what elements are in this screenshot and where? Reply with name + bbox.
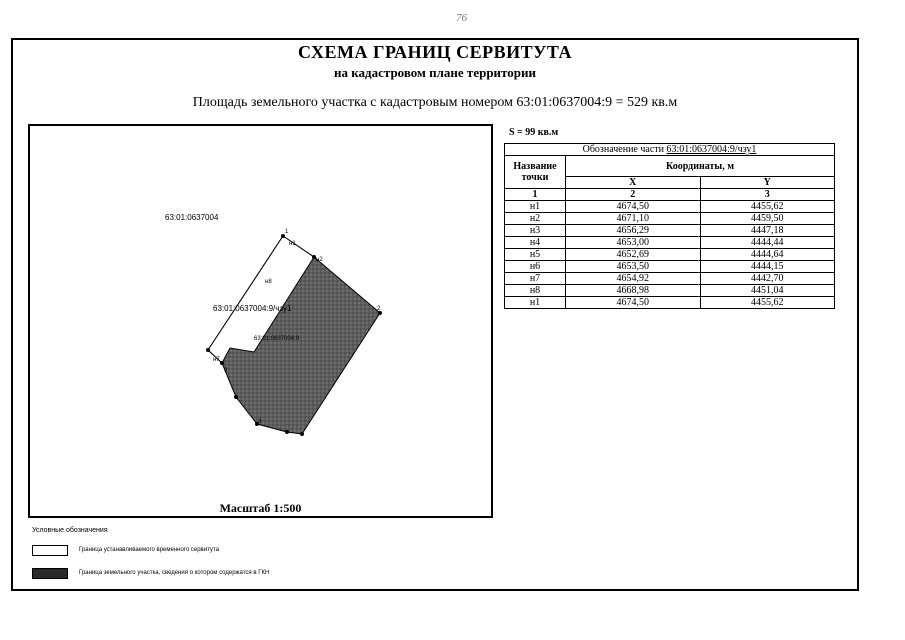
servitude-area: S = 99 кв.м xyxy=(509,127,559,138)
point-label-n7: н7 xyxy=(213,357,220,363)
header-point-name: Название точки xyxy=(505,156,566,189)
page-title: СХЕМА ГРАНИЦ СЕРВИТУТА xyxy=(297,42,572,62)
point-name: н1 xyxy=(505,201,566,213)
point-name: н1 xyxy=(505,297,566,309)
header-y: Y xyxy=(700,177,835,189)
header-row xyxy=(505,156,835,177)
coord-x: 4653,50 xyxy=(566,261,701,273)
table-row xyxy=(505,285,835,297)
legend-text-servitude: Граница устанавливаемого временного сервитута xyxy=(79,547,219,553)
part-prefix: Обозначение части xyxy=(582,144,664,155)
quarter-label: 63:01:0637004 xyxy=(165,213,219,222)
table-row xyxy=(505,273,835,285)
coord-y: 4447,18 xyxy=(700,225,835,237)
coord-y: 4444,44 xyxy=(700,237,835,249)
part-designation-row xyxy=(505,144,835,156)
index-row xyxy=(505,189,835,201)
cadastral-map xyxy=(28,124,493,518)
table-row xyxy=(505,237,835,249)
point-name: н5 xyxy=(505,249,566,261)
point-name: н2 xyxy=(505,213,566,225)
coord-y: 4442,70 xyxy=(700,273,835,285)
part-number: 63:01:0637004:9/чзу1 xyxy=(666,144,757,155)
coord-x: 4653,00 xyxy=(566,237,701,249)
point-label-n1: н1 xyxy=(289,241,296,247)
coord-x: 4652,69 xyxy=(566,249,701,261)
point-label-n2: н2 xyxy=(316,257,323,263)
coord-x: 4656,29 xyxy=(566,225,701,237)
part-label: 63:01:0637004:9/чзу1 xyxy=(213,304,292,313)
header-x: X xyxy=(566,177,701,189)
map-drawing xyxy=(30,126,491,516)
legend-text-parcel: Граница земельного участка, сведения о котором содержатся в ГКН xyxy=(79,570,270,576)
point-name: н7 xyxy=(505,273,566,285)
coord-y: 4444,64 xyxy=(700,249,835,261)
table-row xyxy=(505,261,835,273)
map-scale: Масштаб 1:500 xyxy=(219,501,302,515)
legend-swatch-parcel xyxy=(32,568,68,579)
table-row xyxy=(505,201,835,213)
header-coordinates: Координаты, м xyxy=(566,156,835,177)
table-row xyxy=(505,225,835,237)
coord-x: 4671,10 xyxy=(566,213,701,225)
coord-x: 4674,50 xyxy=(566,297,701,309)
legend-title: Условные обозначения xyxy=(32,527,108,534)
coord-x: 4674,50 xyxy=(566,201,701,213)
coord-y: 4459,50 xyxy=(700,213,835,225)
point-name: н4 xyxy=(505,237,566,249)
point-label-1: 1 xyxy=(285,229,289,235)
coord-y: 4444,15 xyxy=(700,261,835,273)
point-name: н3 xyxy=(505,225,566,237)
point-name: н8 xyxy=(505,285,566,297)
coord-x: 4668,98 xyxy=(566,285,701,297)
legend-swatch-servitude xyxy=(32,545,68,556)
page-number-mark: 76 xyxy=(456,12,467,24)
point-label-2: 2 xyxy=(377,306,381,312)
point-name: н6 xyxy=(505,261,566,273)
point-label-9: 9 xyxy=(224,368,228,374)
table-row xyxy=(505,213,835,225)
index-1: 1 xyxy=(505,189,566,201)
coordinates-table xyxy=(504,143,835,309)
coord-y: 4455,62 xyxy=(700,297,835,309)
coord-x: 4654,92 xyxy=(566,273,701,285)
table-row xyxy=(505,249,835,261)
coord-y: 4451,04 xyxy=(700,285,835,297)
parcel-label: 63:01:0637004:9 xyxy=(254,336,300,342)
page-subtitle: на кадастровом плане территории xyxy=(334,65,536,80)
document-frame xyxy=(11,38,859,591)
index-2: 2 xyxy=(566,189,701,201)
table-row xyxy=(505,297,835,309)
point-label-3: 3 xyxy=(258,419,262,425)
point-label-n8: н8 xyxy=(265,279,272,285)
parcel-area-line: Площадь земельного участка с кадастровым номером 63:01:0637004:9 = 529 кв.м xyxy=(192,95,678,110)
index-3: 3 xyxy=(700,189,835,201)
coord-y: 4455,62 xyxy=(700,201,835,213)
